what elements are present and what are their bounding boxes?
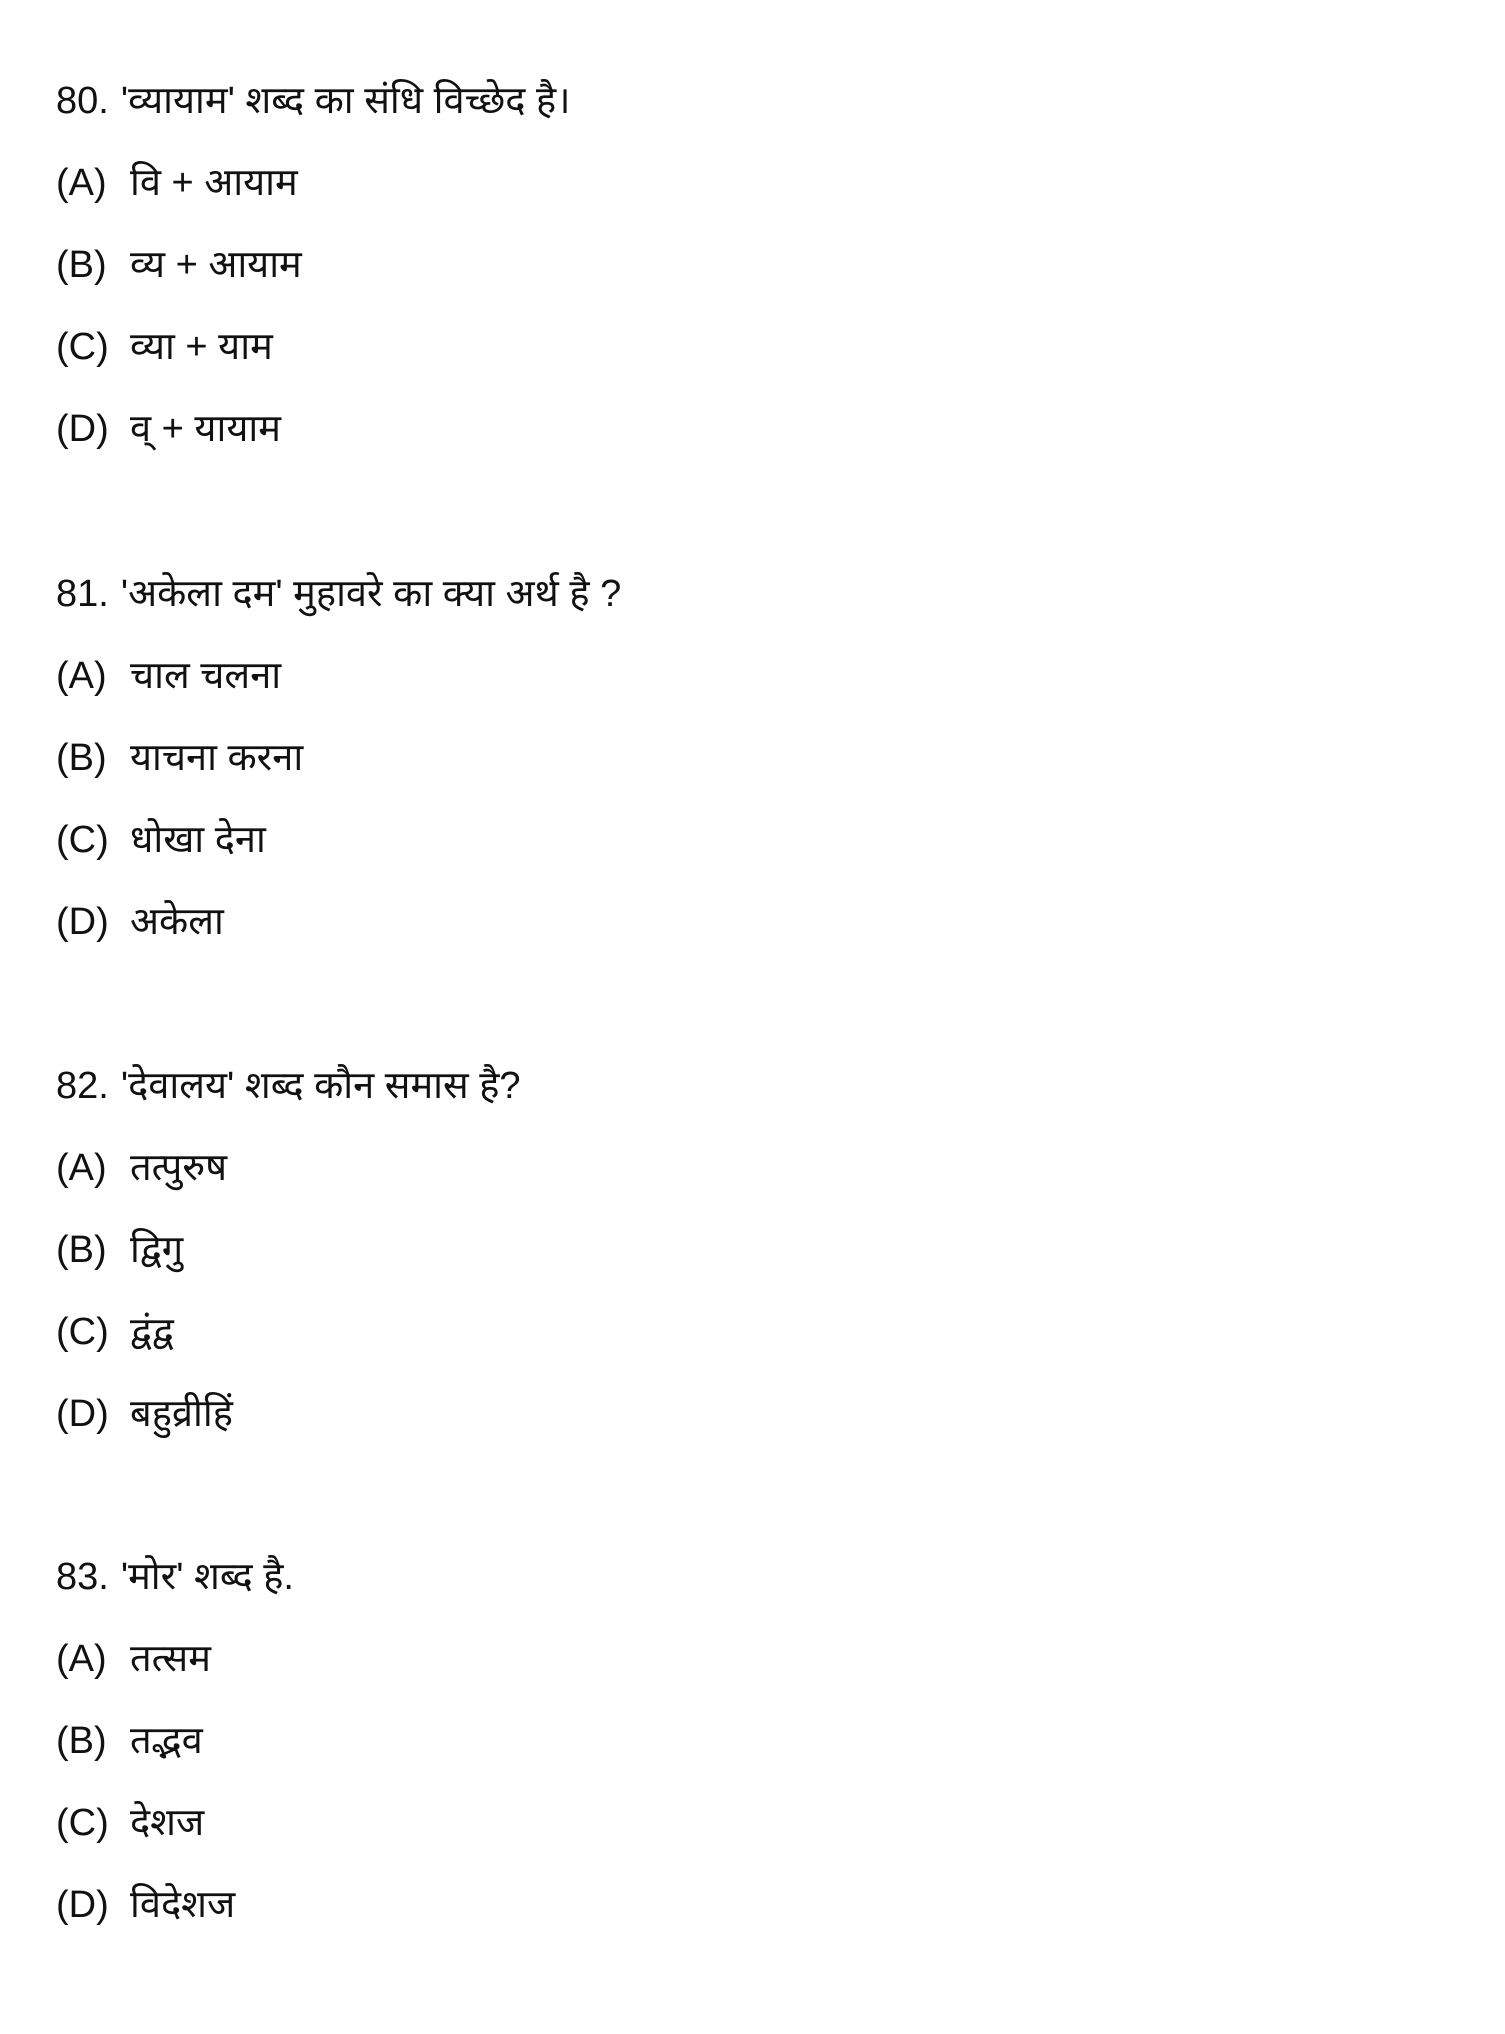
option-c[interactable] — [56, 1291, 521, 1373]
option-text: तत्पुरुष — [130, 1147, 228, 1189]
option-label: (B) — [56, 737, 107, 779]
question-83 — [56, 1536, 294, 1946]
option-label: (C) — [56, 326, 109, 368]
option-label: (A) — [56, 1638, 107, 1680]
question-stem — [56, 553, 621, 635]
option-text: धोखा देना — [130, 819, 266, 861]
option-b[interactable] — [56, 1700, 294, 1782]
question-stem — [56, 1536, 294, 1618]
option-b[interactable] — [56, 1209, 521, 1291]
option-b[interactable] — [56, 224, 571, 306]
option-label: (C) — [56, 819, 109, 861]
question-82 — [56, 1045, 521, 1455]
option-d[interactable] — [56, 1373, 521, 1455]
question-text: 'देवालय' शब्द कौन समास है? — [120, 1065, 521, 1107]
option-text: बहुव्रीहिं — [130, 1393, 233, 1435]
option-label: (D) — [56, 408, 109, 450]
option-text: अकेला — [130, 901, 224, 943]
option-a[interactable] — [56, 635, 621, 717]
option-label: (D) — [56, 901, 109, 943]
option-d[interactable] — [56, 881, 621, 963]
option-c[interactable] — [56, 1782, 294, 1864]
question-text: 'अकेला दम' मुहावरे का क्या अर्थ है ? — [120, 573, 622, 615]
question-stem — [56, 1045, 521, 1127]
option-label: (D) — [56, 1884, 109, 1926]
option-text: वि + आयाम — [130, 162, 298, 204]
option-label: (B) — [56, 1229, 107, 1271]
option-c[interactable] — [56, 306, 571, 388]
option-b[interactable] — [56, 717, 621, 799]
option-text: व्य + आयाम — [130, 244, 302, 286]
question-81 — [56, 553, 621, 963]
option-label: (C) — [56, 1802, 109, 1844]
option-text: तद्भव — [130, 1720, 203, 1762]
option-text: द्विगु — [130, 1229, 184, 1271]
option-text: चाल चलना — [130, 655, 282, 697]
option-label: (A) — [56, 162, 107, 204]
option-a[interactable] — [56, 1127, 521, 1209]
option-label: (A) — [56, 1147, 107, 1189]
question-80 — [56, 60, 571, 470]
option-label: (C) — [56, 1311, 109, 1353]
option-text: विदेशज — [130, 1884, 236, 1926]
option-label: (B) — [56, 244, 107, 286]
option-text: द्वंद्व — [130, 1311, 174, 1353]
option-a[interactable] — [56, 1618, 294, 1700]
option-text: व्या + याम — [130, 326, 273, 368]
question-stem — [56, 60, 571, 142]
option-text: याचना करना — [130, 737, 304, 779]
question-number: 81. — [56, 573, 109, 615]
option-label: (D) — [56, 1393, 109, 1435]
option-d[interactable] — [56, 1864, 294, 1946]
option-text: देशज — [130, 1802, 205, 1844]
option-label: (B) — [56, 1720, 107, 1762]
option-text: व् + यायाम — [130, 408, 281, 450]
option-label: (A) — [56, 655, 107, 697]
question-number: 82. — [56, 1065, 109, 1107]
question-text: 'व्यायाम' शब्द का संधि विच्छेद है। — [120, 80, 571, 122]
question-number: 83. — [56, 1556, 109, 1598]
option-a[interactable] — [56, 142, 571, 224]
question-number: 80. — [56, 80, 109, 122]
option-text: तत्सम — [130, 1638, 211, 1680]
option-c[interactable] — [56, 799, 621, 881]
question-text: 'मोर' शब्द है. — [120, 1556, 294, 1598]
option-d[interactable] — [56, 388, 571, 470]
